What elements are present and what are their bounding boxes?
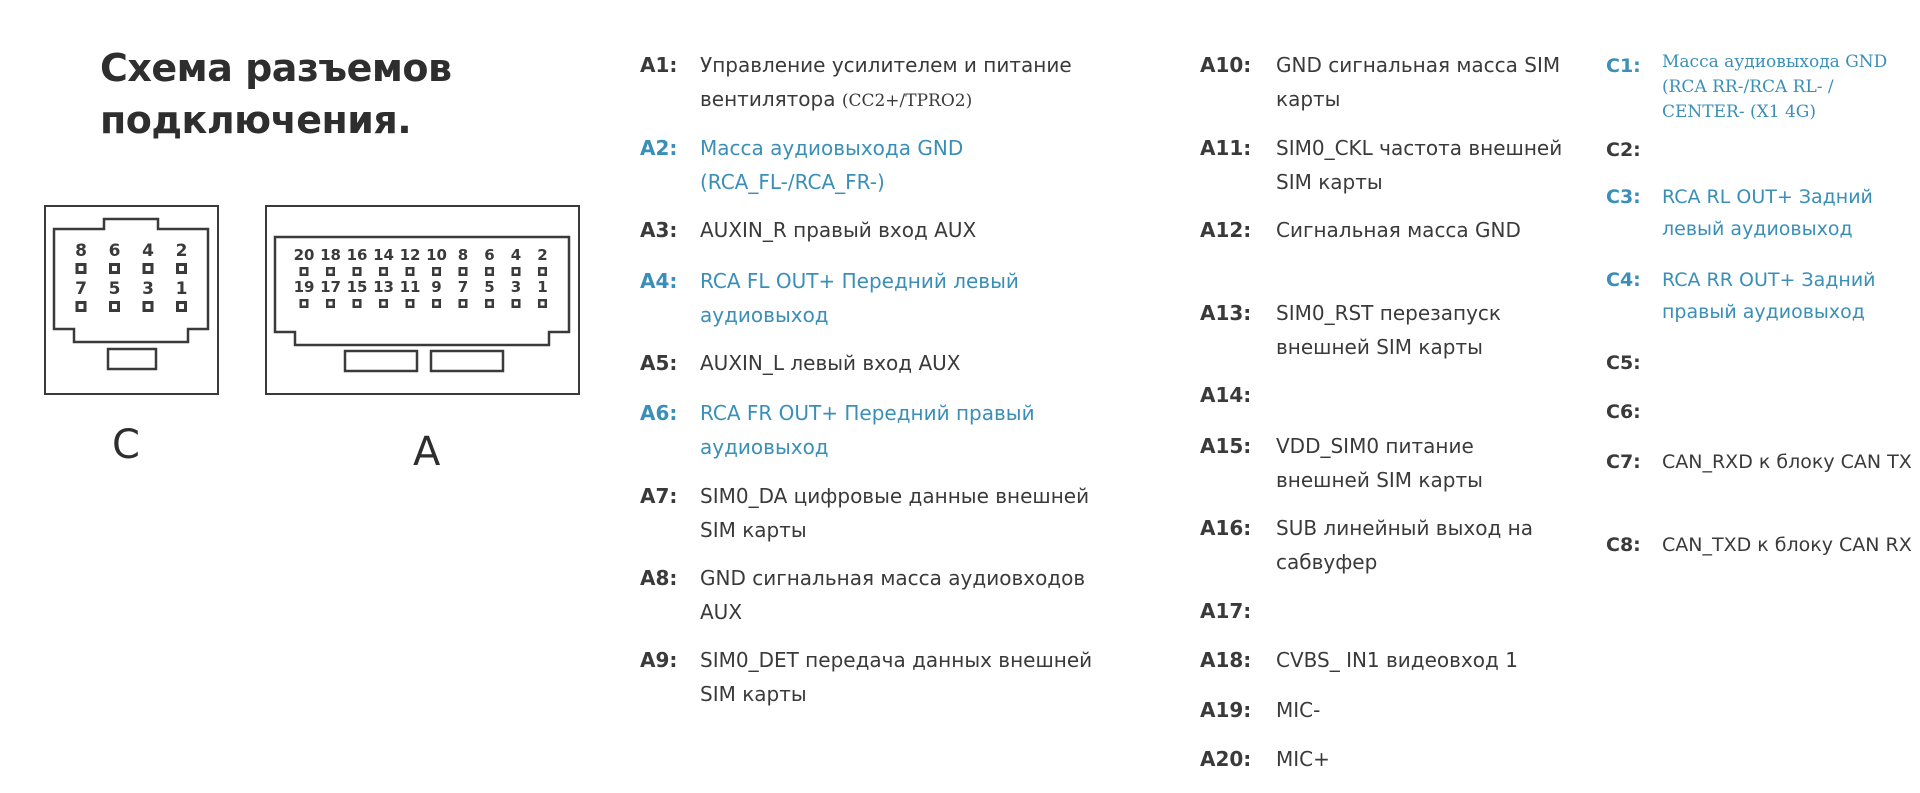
pin-description — [1662, 396, 1916, 428]
pin-id: A8: — [640, 566, 678, 590]
connector-a-pin-hole — [355, 301, 359, 305]
pin-id: C8: — [1606, 534, 1641, 556]
pin-id: A1: — [640, 53, 678, 77]
connector-c-diagram — [44, 205, 219, 395]
pin-description-text: AUXIN_L левый вход AUX — [700, 351, 961, 375]
pin-description-text: RCA FR OUT+ Передний правый аудиовыход — [700, 401, 1035, 459]
pin-description — [700, 643, 1120, 711]
connector-a-pin-number: 6 — [484, 246, 495, 264]
page-title-line-2: подключения. — [100, 98, 412, 142]
pin-row-a6 — [640, 396, 1120, 464]
pin-description — [1276, 131, 1570, 199]
pin-description — [700, 396, 1120, 464]
pin-id: A17: — [1200, 599, 1252, 623]
pin-description — [1662, 446, 1916, 478]
pin-row-a12 — [1200, 213, 1570, 247]
pin-id: C4: — [1606, 269, 1641, 291]
connector-a-pin-number: 12 — [399, 246, 421, 264]
pin-row-c7 — [1606, 446, 1916, 478]
connector-c-pin-hole — [79, 304, 84, 309]
connector-a-pin-hole — [540, 301, 544, 305]
connector-a-pin-number: 2 — [537, 246, 548, 264]
pin-row-a4 — [640, 264, 1120, 332]
pin-description-text: SIM0_DET передача данных внешней SIM карты — [700, 648, 1093, 706]
pin-description-text: CVBS_ IN1 видеовход 1 — [1276, 648, 1518, 672]
connector-a-pin-hole — [302, 301, 306, 305]
connector-a-pin-number: 11 — [399, 278, 421, 296]
page-title-line-1: Схема разъемов — [100, 46, 452, 90]
pin-row-a1 — [640, 48, 1120, 118]
pin-description-note: (CC2+/TPRO2) — [841, 91, 973, 111]
connector-c-pin-hole — [146, 304, 151, 309]
pin-description-text: SIM0_RST перезапуск внешней SIM карты — [1276, 301, 1501, 359]
pin-description — [1662, 181, 1916, 245]
connector-a-pin-hole — [408, 301, 412, 305]
connector-a-pin-number: 17 — [320, 278, 341, 296]
connector-a-pin-number: 1 — [537, 278, 548, 296]
pin-description-text: SIM0_CKL частота внешней SIM карты — [1276, 136, 1563, 194]
connector-a-outline — [267, 207, 578, 393]
pin-id: A2: — [640, 136, 678, 160]
pin-description — [1276, 48, 1570, 116]
connector-a-pin-hole — [408, 269, 412, 273]
connector-a-pin-hole — [461, 301, 465, 305]
pin-description — [700, 48, 1120, 118]
connector-c-outline — [46, 207, 217, 393]
connector-c-pin-number: 7 — [75, 279, 87, 299]
pin-row-a17 — [1200, 594, 1570, 628]
pin-description-text: SIM0_DA цифровые данные внешней SIM карты — [700, 484, 1090, 542]
connector-a-pin-hole — [487, 301, 491, 305]
connector-c-pin-hole — [79, 266, 84, 271]
connector-a-pin-hole — [434, 269, 438, 273]
pin-row-c1 — [1606, 50, 1916, 125]
pin-id: A3: — [640, 218, 678, 242]
connector-c-pin-hole — [179, 266, 184, 271]
pin-id: A9: — [640, 648, 678, 672]
pin-description — [1276, 693, 1570, 727]
connector-a-pin-hole — [328, 301, 332, 305]
pin-description-text: CAN_RXD к блоку CAN TX — [1662, 451, 1912, 473]
pin-description-text: MIC- — [1276, 698, 1321, 722]
connector-a-pin-number: 9 — [431, 278, 442, 296]
pin-description-text: RCA RL OUT+ Задний левый аудиовыход — [1662, 186, 1873, 240]
pin-id: A12: — [1200, 218, 1252, 242]
pin-row-a3 — [640, 213, 1120, 247]
connector-a-pin-number: 13 — [373, 278, 394, 296]
pin-id: A4: — [640, 269, 678, 293]
pin-description — [1276, 213, 1570, 247]
pin-row-a10 — [1200, 48, 1570, 116]
pin-row-c4 — [1606, 264, 1916, 328]
pin-description — [1276, 296, 1570, 364]
pin-description — [1276, 429, 1570, 497]
pin-row-a7 — [640, 479, 1120, 547]
pin-description-text: AUXIN_R правый вход AUX — [700, 218, 977, 242]
pin-row-c8 — [1606, 529, 1916, 561]
connector-a-pin-number: 14 — [373, 246, 394, 264]
connector-a-pin-hole — [328, 269, 332, 273]
pin-row-c3 — [1606, 181, 1916, 245]
pin-description — [700, 213, 1120, 247]
pin-description-text: Сигнальная масса GND — [1276, 218, 1521, 242]
pin-id: C6: — [1606, 401, 1641, 423]
connector-a-pin-hole — [302, 269, 306, 273]
connector-a-pin-hole — [355, 269, 359, 273]
connector-a-pin-hole — [487, 269, 491, 273]
connector-a-pin-hole — [381, 269, 385, 273]
connector-a-pin-hole — [381, 301, 385, 305]
pin-description-text: GND сигнальная масса SIM карты — [1276, 53, 1561, 111]
pin-row-a9 — [640, 643, 1120, 711]
pin-row-a16 — [1200, 511, 1570, 579]
connector-c-label: C — [112, 422, 140, 468]
pin-row-a8 — [640, 561, 1120, 629]
pin-description — [700, 346, 1120, 380]
pin-row-a2 — [640, 131, 1120, 199]
connector-a-pin-number: 5 — [484, 278, 495, 296]
connector-a-pin-number: 4 — [510, 246, 522, 264]
connector-c-pin-number: 6 — [108, 241, 121, 261]
pin-row-a19 — [1200, 693, 1570, 727]
pin-description-text: RCA RR OUT+ Задний правый аудиовыход — [1662, 269, 1876, 323]
connector-c-pin-number: 8 — [75, 241, 87, 261]
connector-c-pin-hole — [146, 266, 151, 271]
connector-c-pin-hole — [112, 266, 117, 271]
pin-description — [1276, 511, 1570, 579]
pin-id: A20: — [1200, 747, 1252, 771]
connector-a-pin-number: 18 — [320, 246, 341, 264]
pin-description — [1276, 594, 1570, 628]
pin-description — [700, 479, 1120, 547]
pin-description — [1276, 742, 1570, 776]
pin-row-a18 — [1200, 643, 1570, 677]
pin-id: A16: — [1200, 516, 1252, 540]
connector-c-pin-number: 5 — [108, 279, 121, 299]
connector-a-label: A — [413, 429, 441, 475]
pin-id: A5: — [640, 351, 678, 375]
pin-id: C3: — [1606, 186, 1641, 208]
pin-id: A6: — [640, 401, 678, 425]
pin-id: A11: — [1200, 136, 1252, 160]
connector-a-pin-hole — [434, 301, 438, 305]
pin-row-c6 — [1606, 396, 1916, 428]
connector-a-pin-number: 15 — [346, 278, 368, 296]
pin-id: A19: — [1200, 698, 1252, 722]
pin-description-text: MIC+ — [1276, 747, 1330, 771]
pin-description-text: Масса аудиовыхода GND (RCA_FL-/RCA_FR-) — [700, 136, 964, 194]
pin-description-text: Масса аудиовыхода GND (RCA RR-/RCA RL- / CENTER- (X1 4G) — [1662, 52, 1888, 122]
connector-a-pin-number: 19 — [293, 278, 315, 296]
pin-description — [1276, 378, 1570, 412]
pin-description — [700, 131, 1120, 199]
connector-c-pin-number: 2 — [175, 241, 188, 261]
connector-a-pin-hole — [540, 269, 544, 273]
pin-description — [1662, 134, 1916, 166]
connector-a-pin-number: 8 — [457, 246, 469, 264]
page-title — [100, 42, 452, 146]
pin-id: A13: — [1200, 301, 1252, 325]
pin-row-c5 — [1606, 347, 1916, 379]
connector-c-pin-hole — [179, 304, 184, 309]
pin-id: A18: — [1200, 648, 1252, 672]
pin-id: A14: — [1200, 383, 1252, 407]
pin-id: A10: — [1200, 53, 1252, 77]
pin-row-a5 — [640, 346, 1120, 380]
pin-description-text: RCA FL OUT+ Передний левый аудиовыход — [700, 269, 1019, 327]
pin-row-a13 — [1200, 296, 1570, 364]
pin-row-c2 — [1606, 134, 1916, 166]
pin-description — [1662, 529, 1916, 561]
pin-description-text: SUB линейный выход на сабвуфер — [1276, 516, 1533, 574]
pin-id: A15: — [1200, 434, 1252, 458]
pin-description — [1276, 643, 1570, 677]
pin-description-text: GND сигнальная масса аудиовходов AUX — [700, 566, 1086, 624]
pin-id: C1: — [1606, 55, 1641, 77]
pin-description — [1662, 50, 1916, 125]
connector-a-pin-number: 10 — [426, 246, 447, 264]
connector-a-pin-hole — [514, 269, 518, 273]
connector-a-pin-hole — [461, 269, 465, 273]
connector-c-pin-number: 4 — [142, 241, 154, 261]
connector-a-pin-number: 20 — [293, 246, 315, 264]
connector-a-diagram — [265, 205, 580, 395]
pin-row-a20 — [1200, 742, 1570, 776]
connector-a-pin-number: 16 — [346, 246, 368, 264]
connector-a-pin-number: 7 — [457, 278, 469, 296]
pin-description — [700, 264, 1120, 332]
pin-row-a15 — [1200, 429, 1570, 497]
pin-id: C7: — [1606, 451, 1641, 473]
connector-c-pin-number: 3 — [142, 279, 154, 299]
pin-description — [1662, 347, 1916, 379]
pin-id: C2: — [1606, 139, 1641, 161]
pin-description-text: Управление усилителем и питание вентилятора — [700, 53, 1072, 111]
pin-id: A7: — [640, 484, 678, 508]
pin-description — [1662, 264, 1916, 328]
pin-description-text: VDD_SIM0 питание внешней SIM карты — [1276, 434, 1483, 492]
connector-c-pin-hole — [112, 304, 117, 309]
pin-row-a11 — [1200, 131, 1570, 199]
pin-row-a14 — [1200, 378, 1570, 412]
connector-a-pin-number: 3 — [510, 278, 522, 296]
connector-c-pin-number: 1 — [175, 279, 188, 299]
connector-a-pin-hole — [514, 301, 518, 305]
pin-description — [700, 561, 1120, 629]
pin-id: C5: — [1606, 352, 1641, 374]
pin-description-text: CAN_TXD к блоку CAN RX — [1662, 534, 1912, 556]
